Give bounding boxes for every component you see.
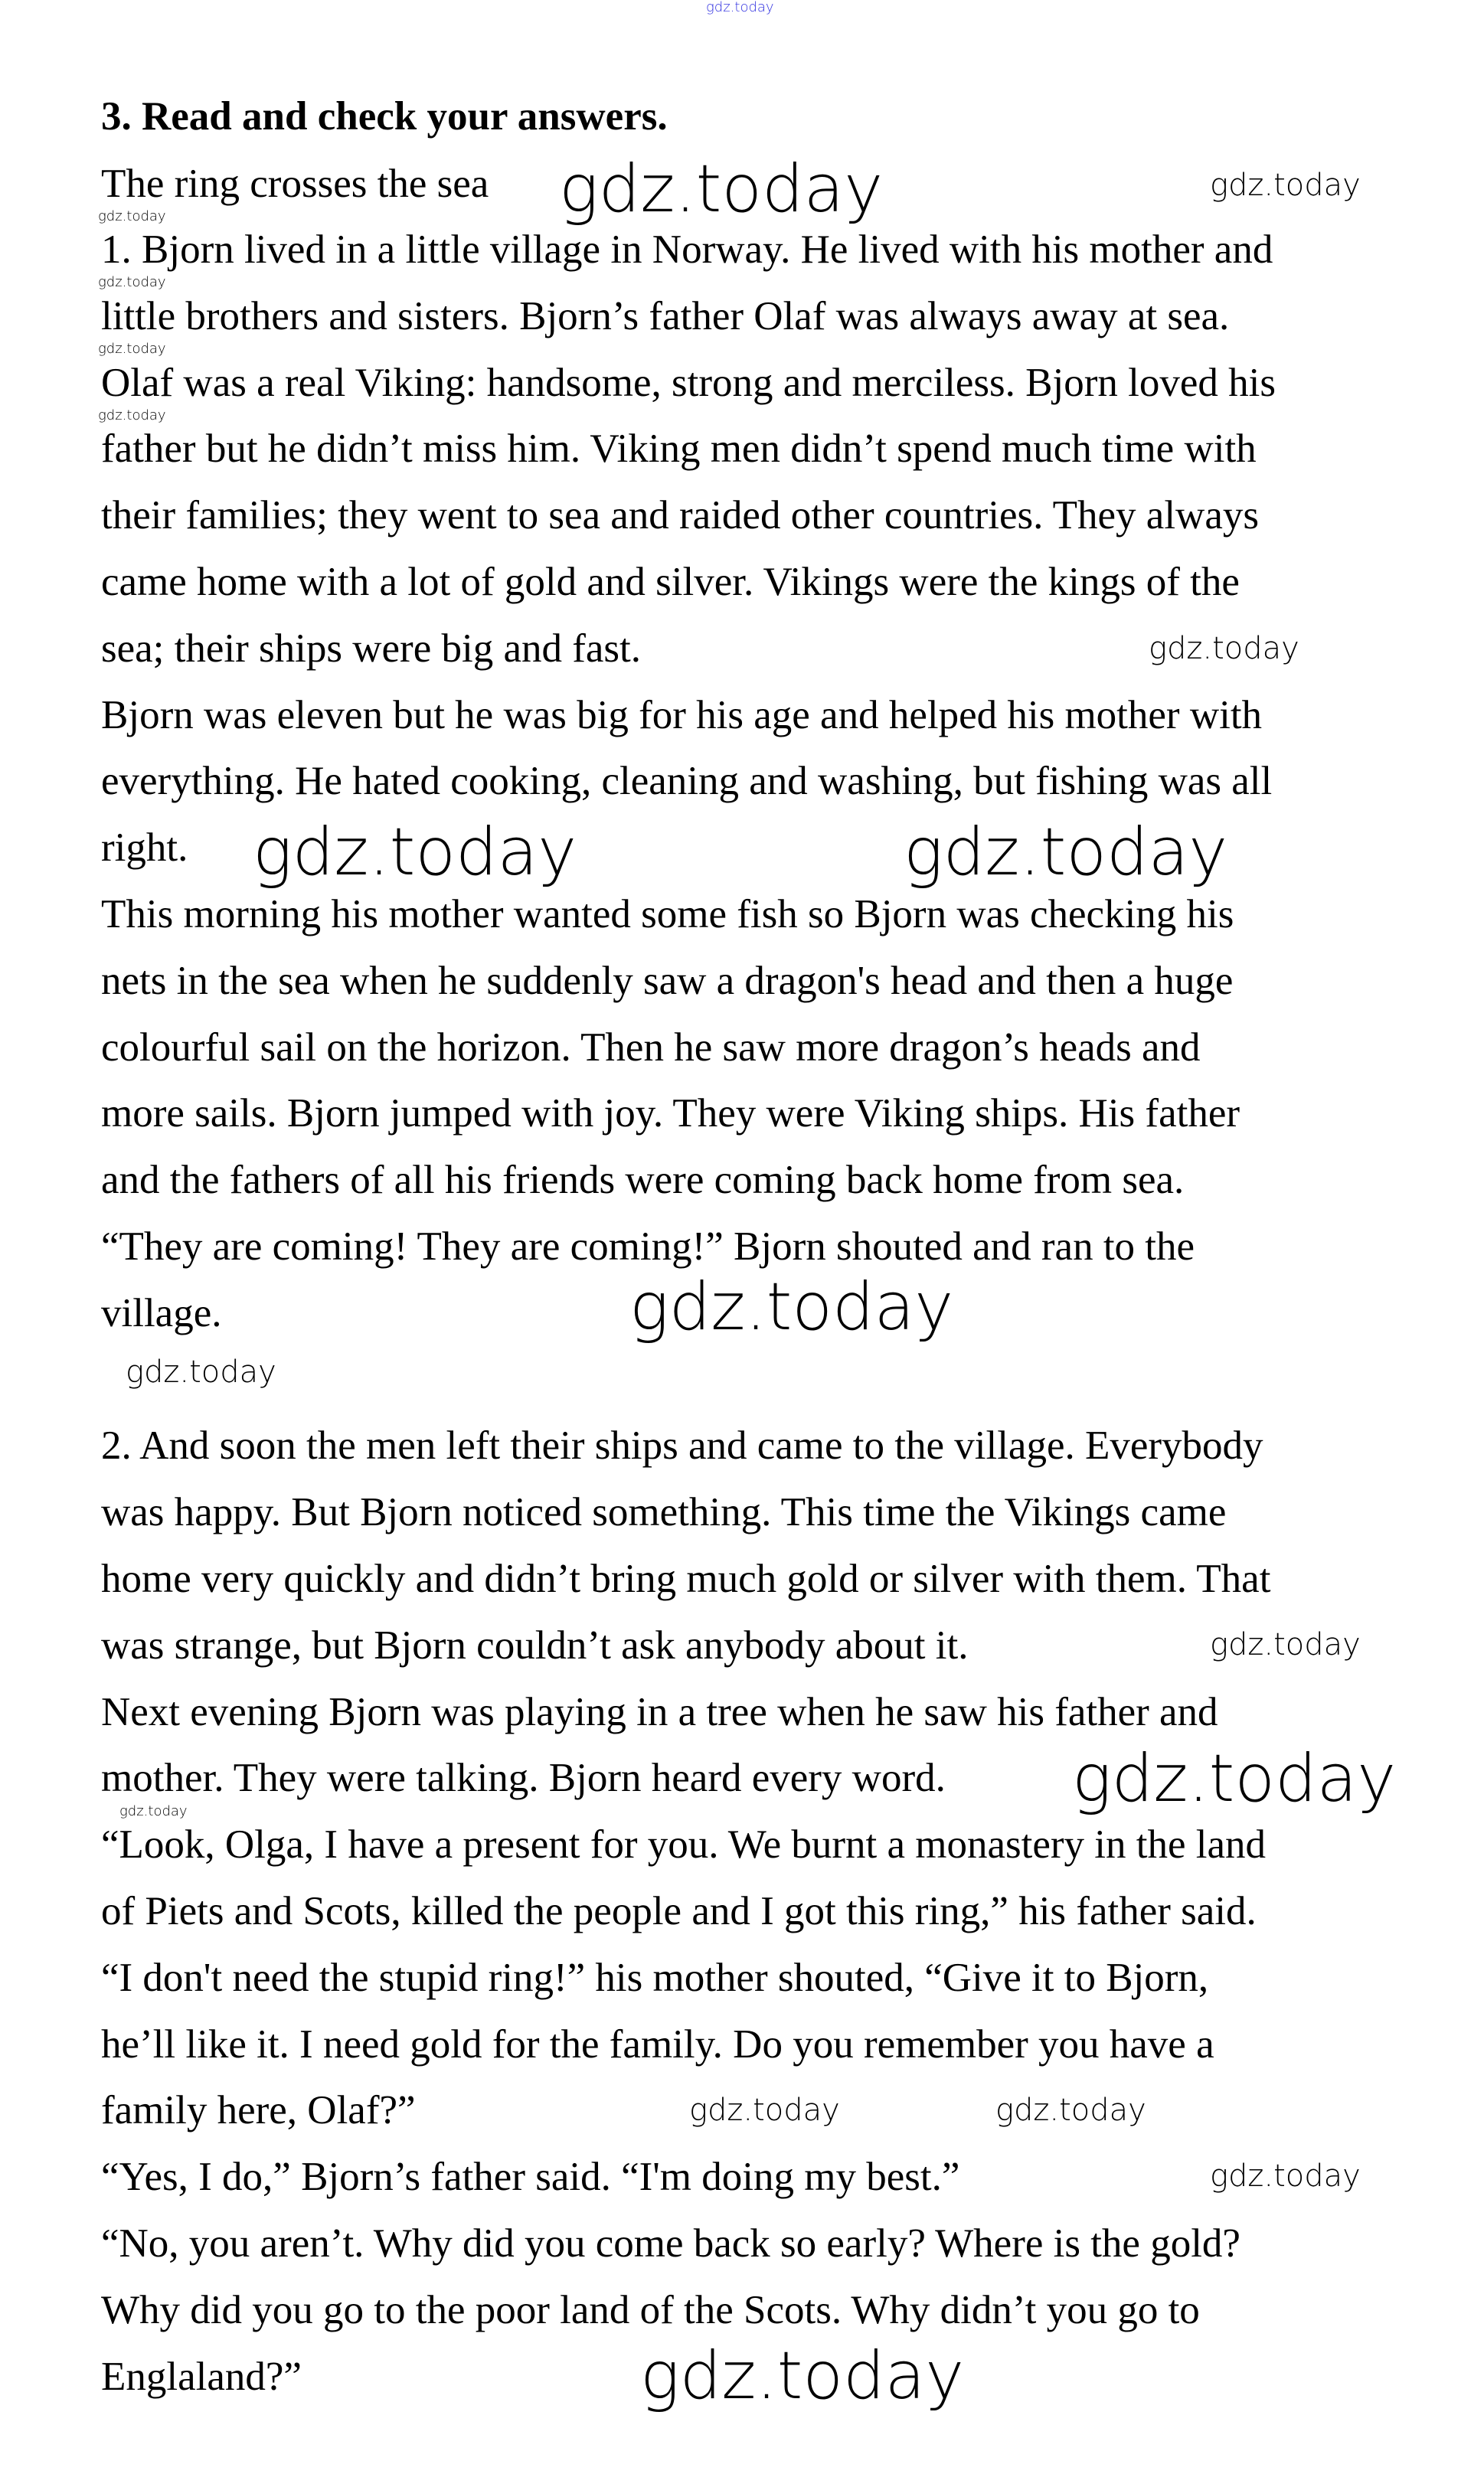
text-line: sea; their ships were big and fast.: [101, 626, 641, 671]
text-line: their families; they went to sea and raided other countries. They always: [101, 493, 1259, 538]
exercise-title: 3. Read and check your answers.: [101, 94, 668, 139]
text-line: Olaf was a real Viking: handsome, strong and merciless. Bjorn loved his: [101, 361, 1276, 405]
watermark: gdz.today: [126, 1355, 276, 1390]
text-line: was happy. But Bjorn noticed something. This time the Vikings came: [101, 1490, 1227, 1534]
text-line: everything. He hated cooking, cleaning and washing, but fishing was all: [101, 759, 1273, 803]
text-line: he’ll like it. I need gold for the family. Do you remember you have a: [101, 2022, 1214, 2067]
text-line: family here, Olaf?”: [101, 2088, 416, 2132]
text-line: Next evening Bjorn was playing in a tree when he saw his father and: [101, 1690, 1218, 1734]
text-line: little brothers and sisters. Bjorn’s father Olaf was always away at sea.: [101, 294, 1230, 338]
watermark: gdz.today: [98, 274, 166, 290]
watermark: gdz.today: [98, 341, 166, 357]
watermark: gdz.today: [1149, 631, 1299, 666]
watermark: gdz.today: [1210, 168, 1361, 203]
text-line: “Look, Olga, I have a present for you. We burnt a monastery in the land: [101, 1822, 1266, 1867]
text-line: Why did you go to the poor land of the Scots. Why didn’t you go to: [101, 2288, 1200, 2332]
text-line: nets in the sea when he suddenly saw a dragon's head and then a huge: [101, 959, 1234, 1003]
watermark: gdz.today: [640, 2338, 965, 2414]
text-line: home very quickly and didn’t bring much gold or silver with them. That: [101, 1557, 1271, 1601]
watermark: gdz.today: [629, 1269, 954, 1345]
watermark: gdz.today: [1210, 1627, 1361, 1662]
text-line: more sails. Bjorn jumped with joy. They were Viking ships. His father: [101, 1091, 1240, 1136]
text-line: was strange, but Bjorn couldn’t ask anybody about it.: [101, 1623, 969, 1668]
watermark: gdz.today: [253, 814, 577, 891]
watermark: gdz.today: [98, 407, 166, 423]
text-line: 1. Bjorn lived in a little village in Norway. He lived with his mother and: [101, 227, 1273, 272]
text-line: Bjorn was eleven but he was big for his age and helped his mother with: [101, 693, 1263, 737]
watermark: gdz.today: [689, 2093, 840, 2128]
watermark: gdz.today: [1210, 2159, 1361, 2194]
text-line: “I don't need the stupid ring!” his mother shouted, “Give it to Bjorn,: [101, 1956, 1209, 2000]
text-line: village.: [101, 1291, 222, 1335]
text-line: 2. And soon the men left their ships and came to the village. Everybody: [101, 1423, 1263, 1468]
text-line: “Yes, I do,” Bjorn’s father said. “I'm doing my best.”: [101, 2155, 960, 2199]
text-line: This morning his mother wanted some fish so Bjorn was checking his: [101, 892, 1234, 936]
watermark: gdz.today: [98, 208, 166, 224]
text-line: came home with a lot of gold and silver. Vikings were the kings of the: [101, 560, 1240, 604]
text-line: “No, you aren’t. Why did you come back so early? Where is the gold?: [101, 2221, 1240, 2266]
watermark: gdz.today: [904, 814, 1228, 891]
text-line: Englaland?”: [101, 2355, 302, 2399]
story-title: The ring crosses the sea: [101, 162, 489, 206]
watermark: gdz.today: [119, 1803, 188, 1819]
watermark: gdz.today: [995, 2093, 1146, 2128]
watermark: gdz.today: [559, 151, 884, 227]
text-line: and the fathers of all his friends were coming back home from sea.: [101, 1158, 1185, 1202]
text-line: “They are coming! They are coming!” Bjorn shouted and ran to the: [101, 1224, 1195, 1269]
text-line: colourful sail on the horizon. Then he saw more dragon’s heads and: [101, 1025, 1201, 1070]
text-line: of Piets and Scots, killed the people and I got this ring,” his father said.: [101, 1889, 1257, 1933]
text-line: right.: [101, 825, 188, 870]
text-line: father but he didn’t miss him. Viking men didn’t spend much time with: [101, 426, 1257, 471]
top-watermark: gdz.today: [706, 0, 774, 15]
text-line: mother. They were talking. Bjorn heard every word.: [101, 1756, 946, 1800]
watermark: gdz.today: [1072, 1740, 1397, 1817]
